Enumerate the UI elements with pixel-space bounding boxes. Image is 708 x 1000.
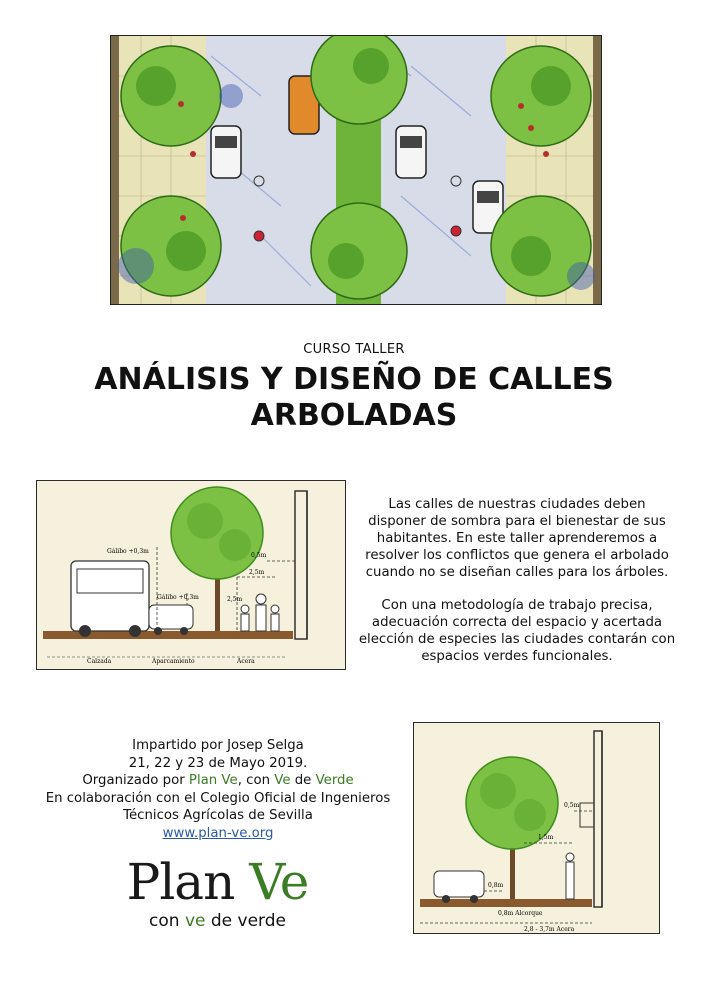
organizer-verde: Verde <box>315 773 354 788</box>
organizer-de: de <box>290 773 316 788</box>
label-calzada: Calzada <box>87 658 112 665</box>
intro-paragraph-2: Con una metodología de trabajo precisa, adecuación correcta del espacio y acertada elección de especies las ciudades contarán con espacios verdes funcionales. <box>358 598 676 664</box>
label-dim-25b: 2,5m <box>227 596 243 603</box>
label-galibo-bus: Gálibo +0,3m <box>107 548 149 555</box>
course-kicker: CURSO TALLER <box>303 342 405 357</box>
logo-tagline-de-verde: de verde <box>205 911 286 931</box>
cross-section-2-drawing <box>414 723 660 934</box>
course-title <box>0 362 708 434</box>
street-cross-section-1 <box>36 480 346 670</box>
intro-paragraph-1: Las calles de nuestras ciudades deben disponer de sombra para el bienestar de sus habitantes. En este taller aprenderemos a resolver los conflictos que genera el arbolado cuando no se diseñan calles para los árboles. <box>365 497 669 580</box>
street-plan-drawing <box>111 36 601 304</box>
organizer-line <box>30 772 406 790</box>
dates-line: 21, 22 y 23 de Mayo 2019. <box>128 755 308 771</box>
label-dim-05: 0,5m <box>564 802 580 809</box>
label-acera: 2,8 - 3,7m Acera <box>524 926 575 933</box>
plan-ve-logo <box>110 855 325 931</box>
collaboration-line-2: Técnicos Agrícolas de Sevilla <box>123 808 313 823</box>
logo-ve: Ve <box>249 853 309 911</box>
organizer-brand: Plan Ve <box>188 773 238 788</box>
label-galibo-car: Gálibo +0,3m <box>157 594 199 601</box>
logo-wordmark <box>110 855 325 909</box>
collaboration-line-1: En colaboración con el Colegio Oficial de Ingenieros <box>45 790 391 806</box>
instructor-line: Impartido por Josep Selga <box>132 738 304 753</box>
cross-section-1-drawing <box>37 481 346 670</box>
label-dim-25a: 2,5m <box>249 569 265 576</box>
street-cross-section-2 <box>413 722 660 934</box>
logo-plan: Plan <box>126 853 250 911</box>
label-dim-08: 0,8m <box>488 882 504 889</box>
label-aparcamiento: Aparcamiento <box>152 658 195 665</box>
organizer-prefix: Organizado por <box>82 773 189 788</box>
label-acera: Acera <box>237 658 255 665</box>
course-credits <box>30 737 406 842</box>
organizer-ve: Ve <box>274 773 291 788</box>
course-title-line-2: ARBOLADAS <box>250 398 458 433</box>
logo-tagline <box>110 911 325 931</box>
organizer-mid: , con <box>237 773 275 788</box>
logo-tagline-con: con <box>149 911 185 931</box>
label-dim-15: 1,5m <box>538 834 554 841</box>
intro-text <box>358 496 676 681</box>
website-link[interactable]: www.plan-ve.org <box>162 825 274 841</box>
street-plan-illustration <box>110 35 602 305</box>
label-alcorque: 0,8m Alcorque <box>498 910 543 917</box>
label-dim-05: 0,5m <box>251 552 267 559</box>
course-title-line-1: ANÁLISIS Y DISEÑO DE CALLES <box>94 362 614 397</box>
logo-tagline-ve: ve <box>184 911 206 931</box>
